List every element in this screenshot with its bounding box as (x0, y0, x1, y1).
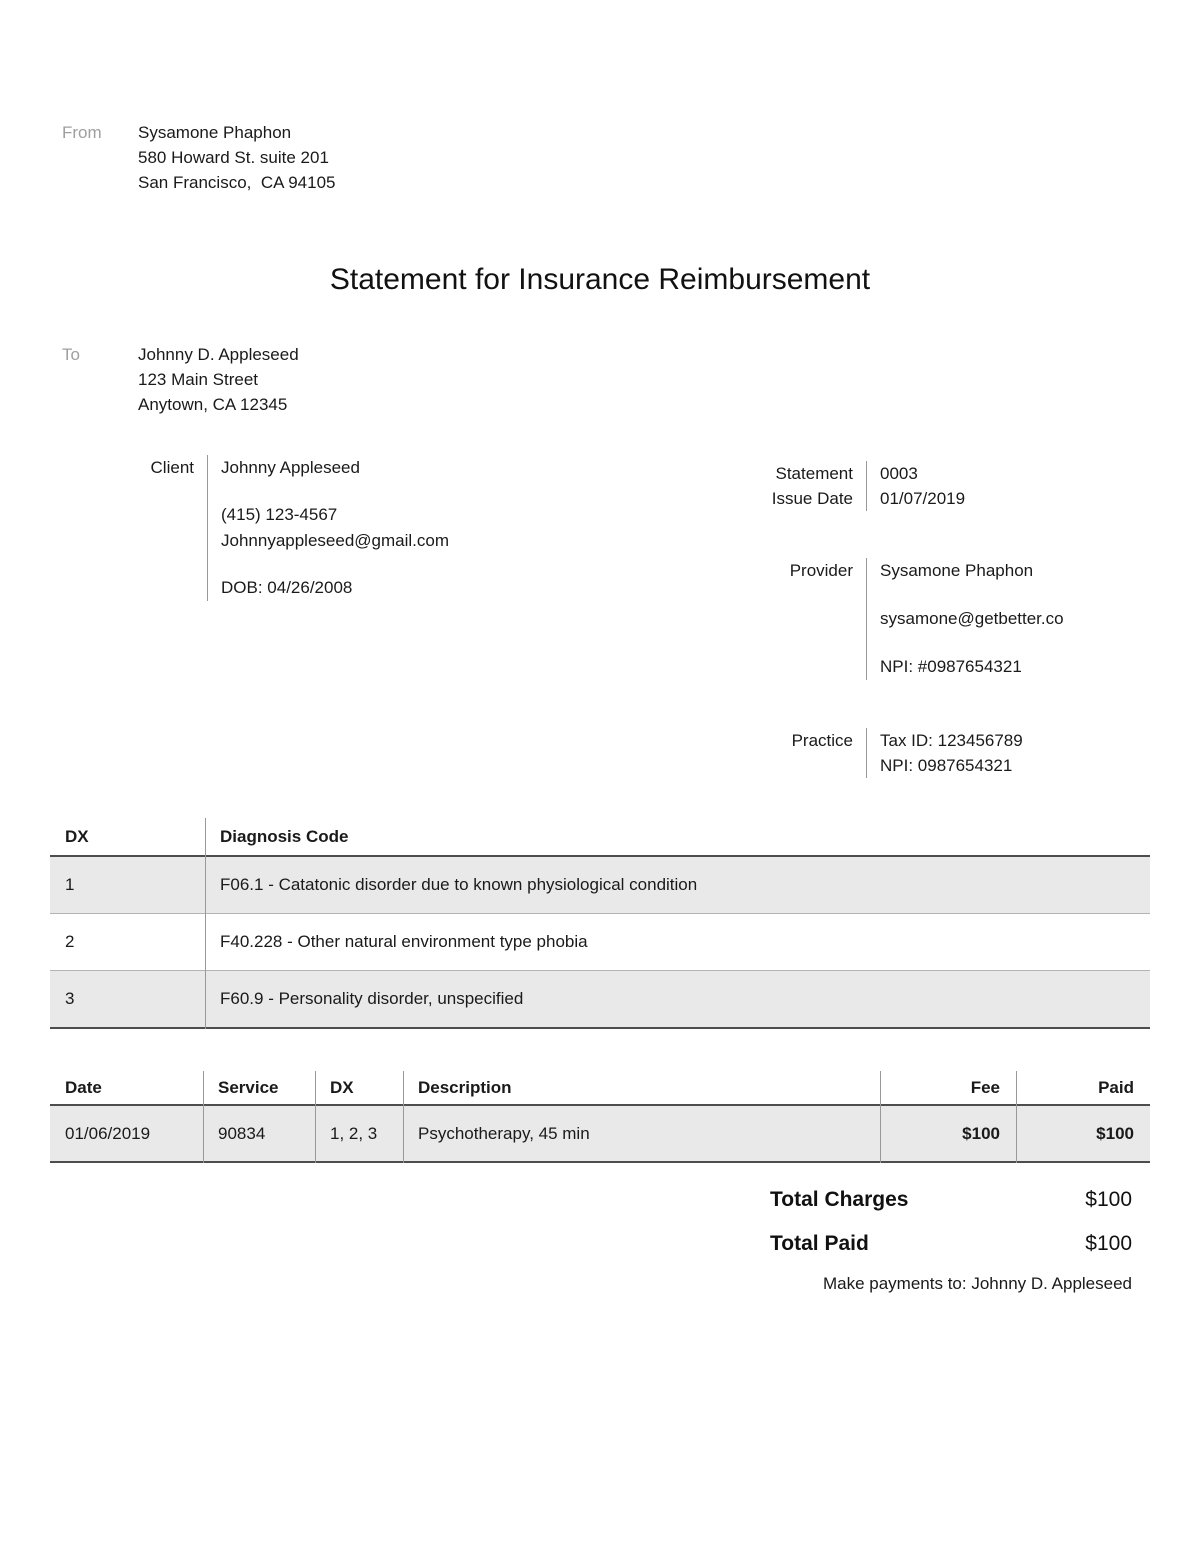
provider-info-block (700, 558, 1064, 680)
client-name: Johnny Appleseed (221, 458, 360, 477)
table-row (50, 970, 1150, 1027)
statement-labels (700, 461, 866, 511)
practice-npi: NPI: 0987654321 (880, 756, 1013, 775)
statement-number: 0003 (880, 464, 918, 483)
practice-details (867, 728, 1023, 778)
diagnosis-table-body (50, 857, 1150, 1029)
date-header-cell: Date (65, 1077, 102, 1097)
diagnosis-code-header-cell: Diagnosis Code (220, 826, 349, 846)
totals-section (770, 1188, 1132, 1294)
client-dob: DOB: 04/26/2008 (221, 578, 353, 597)
description-header-cell: Description (418, 1077, 512, 1097)
from-label: From (62, 123, 102, 142)
from-address-line: Sysamone Phaphon (138, 123, 292, 142)
diagnosis-code-cell: F60.9 - Personality disorder, unspecified (220, 989, 524, 1008)
service-code-cell: 90834 (218, 1123, 266, 1143)
diagnosis-table (50, 818, 1150, 1029)
dx-list-cell: 1, 2, 3 (330, 1123, 378, 1143)
page-title: Statement for Insurance Reimbursement (329, 263, 871, 296)
to-address-line: 123 Main Street (138, 370, 259, 389)
total-paid-row (770, 1232, 1132, 1260)
to-label: To (62, 345, 80, 364)
fee-cell: $100 (962, 1123, 1000, 1143)
services-table-column-divider (203, 1071, 204, 1163)
provider-details (867, 558, 1064, 680)
total-paid-label: Total Paid (770, 1232, 869, 1255)
client-email: Johnnyappleseed@gmail.com (221, 531, 449, 550)
from-address-line: San Francisco, CA 94105 (138, 173, 336, 192)
services-table-column-divider (880, 1071, 881, 1163)
services-table-column-divider (1016, 1071, 1017, 1163)
services-table-column-divider (315, 1071, 316, 1163)
services-table-column-divider (403, 1071, 404, 1163)
client-phone: (415) 123-4567 (221, 505, 338, 524)
provider-email: sysamone@getbetter.co (880, 609, 1064, 628)
service-header-cell: Service (218, 1077, 279, 1097)
spacer (880, 584, 1064, 606)
client-label: Client (150, 458, 194, 477)
issue-date-value: 01/07/2019 (880, 489, 966, 508)
dx-number-cell: 2 (65, 932, 75, 951)
total-charges-row (770, 1188, 1132, 1216)
spacer (221, 554, 449, 575)
table-row (50, 1106, 1150, 1163)
diagnosis-code-cell: F06.1 - Catatonic disorder due to known physiological condition (220, 875, 698, 894)
statement-values (867, 461, 965, 511)
client-details (208, 455, 449, 601)
to-address-line: Anytown, CA 12345 (138, 395, 288, 414)
from-address (138, 120, 336, 195)
client-info-block (48, 455, 449, 601)
total-charges-value: $100 (1085, 1188, 1132, 1211)
spacer (880, 632, 1064, 654)
diagnosis-code-cell: F40.228 - Other natural environment type phobia (220, 932, 588, 951)
services-table (50, 1071, 1150, 1163)
make-payments-note: Make payments to: Johnny D. Appleseed (822, 1274, 1132, 1293)
to-address (138, 342, 299, 417)
description-cell: Psychotherapy, 45 min (418, 1123, 590, 1143)
paid-cell: $100 (1096, 1123, 1134, 1143)
statement-info-block (700, 461, 965, 511)
fee-header-cell: Fee (970, 1077, 1000, 1097)
table-row (50, 913, 1150, 970)
provider-label: Provider (789, 561, 853, 580)
diagnosis-table-column-divider (205, 818, 206, 1029)
paid-header-cell: Paid (1098, 1077, 1134, 1097)
dx-header-cell: DX (330, 1077, 354, 1097)
practice-info-block (700, 728, 1023, 778)
dx-number-cell: 1 (65, 875, 75, 894)
date-cell: 01/06/2019 (65, 1123, 151, 1143)
practice-tax-id: Tax ID: 123456789 (880, 731, 1023, 750)
spacer (221, 481, 449, 502)
services-table-header (50, 1071, 1150, 1106)
statement-label: Statement (775, 464, 853, 483)
provider-npi: NPI: #0987654321 (880, 657, 1022, 676)
practice-label: Practice (791, 731, 853, 750)
total-charges-label: Total Charges (770, 1188, 909, 1211)
table-row (50, 857, 1150, 913)
issue-date-label: Issue Date (771, 489, 853, 508)
from-address-line: 580 Howard St. suite 201 (138, 148, 329, 167)
diagnosis-table-header (50, 818, 1150, 857)
provider-name: Sysamone Phaphon (880, 561, 1034, 580)
total-paid-value: $100 (1085, 1232, 1132, 1255)
to-address-line: Johnny D. Appleseed (138, 345, 299, 364)
dx-header-cell: DX (65, 826, 89, 846)
dx-number-cell: 3 (65, 989, 75, 1008)
